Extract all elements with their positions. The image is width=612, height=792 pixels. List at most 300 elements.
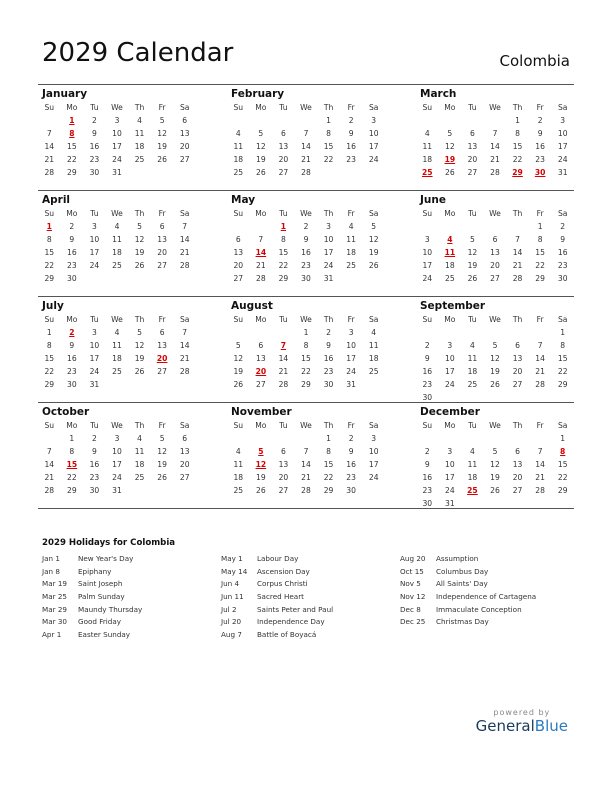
day-cell: 17 (112, 460, 122, 469)
day-cell: 14 (301, 142, 311, 151)
day-cell: 16 (323, 354, 334, 363)
empty-cell (461, 432, 484, 445)
day-cell: 12 (368, 235, 379, 244)
holiday-date: Nov 5 (400, 579, 421, 589)
day-cell: 11 (134, 447, 145, 456)
day-cell: 15 (535, 248, 545, 257)
day-cell: 2 (69, 222, 75, 231)
weekday-label: Su (233, 315, 244, 324)
weekday-label: We (111, 421, 123, 430)
day-cell: 24 (89, 367, 100, 376)
holiday-item (400, 566, 570, 579)
day-cell: 11 (467, 460, 478, 469)
day-cell: 23 (535, 155, 545, 164)
day-cell: 11 (112, 235, 122, 244)
day-cell: 18 (112, 354, 122, 363)
footer-logo (476, 708, 568, 735)
day-cell: 6 (159, 328, 165, 337)
day-grid (227, 419, 385, 497)
day-cell: 19 (490, 473, 500, 482)
day-cell: 28 (301, 486, 311, 495)
holiday-name: Battle of Boyacá (257, 630, 317, 640)
day-grid (38, 313, 196, 391)
day-cell: 26 (134, 367, 145, 376)
day-cell: 11 (422, 142, 433, 151)
day-cell: 9 (92, 129, 97, 138)
day-cell: 20 (179, 142, 190, 151)
weekday-label: We (489, 421, 501, 430)
day-cell: 5 (159, 116, 165, 125)
month-name: October (42, 406, 90, 418)
day-cell: 12 (467, 248, 478, 257)
day-cell: 10 (445, 460, 455, 469)
day-cell: 19 (134, 354, 145, 363)
day-grid (416, 207, 574, 285)
day-cell: 10 (323, 235, 334, 244)
holiday-day: 15 (66, 460, 78, 469)
day-cell: 2 (92, 434, 97, 443)
weekday-label: Tu (90, 315, 99, 324)
day-cell: 24 (368, 155, 379, 164)
month-october (38, 406, 196, 508)
day-cell: 6 (182, 116, 188, 125)
day-cell: 27 (179, 155, 190, 164)
day-cell: 19 (256, 155, 266, 164)
day-cell: 7 (303, 129, 309, 138)
day-cell: 29 (67, 168, 77, 177)
weekday-label: Tu (468, 315, 477, 324)
month-row (38, 296, 574, 402)
day-cell: 3 (371, 434, 377, 443)
day-cell: 3 (114, 116, 120, 125)
day-cell: 3 (114, 434, 120, 443)
month-name: July (42, 300, 64, 312)
weekday-label: Sa (368, 421, 379, 430)
day-cell: 26 (157, 473, 167, 482)
day-cell: 2 (537, 116, 543, 125)
brand-part-general: General (475, 717, 535, 735)
weekday-label: Su (422, 421, 433, 430)
day-cell: 30 (557, 274, 568, 283)
day-cell: 19 (256, 473, 266, 482)
day-cell: 9 (69, 341, 75, 350)
day-cell: 17 (422, 261, 433, 270)
day-cell: 20 (179, 460, 190, 469)
day-cell: 22 (44, 261, 55, 270)
holiday-column-1 (42, 553, 212, 642)
day-cell: 20 (512, 473, 523, 482)
weekday-label: Mo (66, 209, 78, 218)
holiday-name: Assumption (436, 554, 479, 563)
empty-cell (461, 114, 484, 127)
day-cell: 28 (535, 486, 545, 495)
day-cell: 25 (233, 486, 244, 495)
day-cell: 3 (447, 447, 453, 456)
day-cell: 18 (134, 460, 145, 469)
day-cell: 26 (134, 261, 145, 270)
holiday-day: 30 (534, 168, 546, 177)
day-cell: 24 (422, 274, 433, 283)
day-cell: 18 (467, 473, 478, 482)
empty-cell (439, 220, 462, 233)
day-cell: 14 (44, 460, 55, 469)
weekday-label: Sa (557, 103, 568, 112)
day-cell: 27 (467, 168, 478, 177)
day-cell: 4 (470, 341, 475, 350)
day-cell: 13 (278, 142, 289, 151)
day-cell: 9 (69, 235, 75, 244)
empty-cell (227, 432, 250, 445)
day-cell: 9 (92, 447, 97, 456)
weekday-label: Sa (557, 209, 568, 218)
day-cell: 27 (490, 274, 500, 283)
empty-cell (416, 432, 439, 445)
day-cell: 2 (348, 434, 354, 443)
day-cell: 28 (44, 486, 55, 495)
day-cell: 23 (89, 473, 100, 482)
day-cell: 18 (368, 354, 379, 363)
day-cell: 22 (301, 367, 311, 376)
brand-part-blue: Blue (534, 717, 568, 735)
day-cell: 6 (235, 235, 241, 244)
day-cell: 2 (92, 116, 97, 125)
weekday-label: Sa (368, 103, 379, 112)
empty-cell (416, 326, 439, 339)
holiday-day: 8 (69, 129, 75, 138)
weekday-label: Fr (158, 421, 166, 430)
weekday-label: Su (44, 209, 55, 218)
day-cell: 8 (46, 235, 52, 244)
weekday-label: Fr (158, 315, 166, 324)
day-cell: 16 (422, 473, 433, 482)
day-cell: 26 (445, 168, 455, 177)
day-cell: 21 (179, 248, 190, 257)
day-cell: 10 (112, 129, 122, 138)
month-name: May (231, 194, 256, 206)
day-cell: 27 (233, 274, 244, 283)
holiday-name: Ascension Day (257, 566, 310, 576)
day-cell: 12 (445, 142, 455, 151)
brand-name (476, 717, 568, 735)
holiday-item (400, 616, 570, 629)
day-cell: 29 (323, 486, 334, 495)
day-cell: 4 (137, 434, 142, 443)
day-cell: 14 (278, 354, 289, 363)
day-cell: 27 (278, 486, 289, 495)
day-cell: 12 (490, 460, 500, 469)
day-cell: 25 (445, 274, 455, 283)
day-cell: 8 (326, 447, 331, 456)
day-cell: 1 (326, 116, 331, 125)
day-cell: 7 (258, 235, 264, 244)
day-cell: 29 (535, 274, 545, 283)
day-cell: 31 (557, 168, 568, 177)
day-cell: 8 (326, 129, 331, 138)
day-cell: 29 (557, 486, 568, 495)
day-grid (416, 101, 574, 179)
day-cell: 5 (371, 222, 377, 231)
day-cell: 22 (67, 155, 77, 164)
holiday-name: Labour Day (257, 554, 299, 563)
day-cell: 13 (179, 129, 190, 138)
day-cell: 23 (422, 380, 433, 389)
day-cell: 2 (424, 341, 430, 350)
month-name: April (42, 194, 71, 206)
day-cell: 29 (67, 486, 77, 495)
day-cell: 8 (303, 341, 309, 350)
weekday-label: Su (422, 209, 433, 218)
day-cell: 5 (447, 129, 453, 138)
day-cell: 21 (44, 155, 55, 164)
day-grid (416, 313, 574, 404)
holiday-day: 1 (280, 222, 287, 231)
day-cell: 28 (301, 168, 311, 177)
day-cell: 10 (368, 447, 379, 456)
day-cell: 7 (46, 447, 52, 456)
holiday-date: Jan 1 (42, 554, 60, 563)
month-name: March (420, 88, 457, 100)
day-cell: 7 (303, 447, 309, 456)
day-cell: 5 (492, 341, 498, 350)
day-cell: 25 (467, 380, 478, 389)
weekday-label: Tu (279, 103, 288, 112)
empty-cell (227, 326, 250, 339)
holiday-date: Dec 25 (400, 617, 426, 627)
day-cell: 16 (535, 142, 545, 151)
day-cell: 15 (301, 354, 311, 363)
day-cell: 24 (112, 155, 122, 164)
weekday-label: Fr (347, 103, 355, 112)
month-name: August (231, 300, 273, 312)
holiday-item (221, 616, 391, 629)
day-cell: 26 (157, 155, 167, 164)
weekday-label: Mo (66, 103, 78, 112)
day-cell: 25 (346, 261, 356, 270)
day-cell: 28 (256, 274, 266, 283)
day-cell: 12 (157, 129, 167, 138)
day-cell: 19 (233, 367, 244, 376)
day-cell: 14 (179, 341, 190, 350)
weekday-label: Tu (468, 103, 477, 112)
day-cell: 7 (182, 328, 188, 337)
holiday-date: Mar 29 (42, 604, 67, 614)
month-may (227, 194, 385, 296)
weekday-label: Sa (179, 209, 190, 218)
month-june (416, 194, 574, 296)
holiday-name: Good Friday (78, 617, 121, 627)
day-cell: 22 (44, 367, 55, 376)
holiday-date: May 1 (221, 554, 243, 563)
weekday-label: Mo (255, 315, 267, 324)
day-grid (38, 207, 196, 285)
day-cell: 8 (560, 341, 566, 350)
day-cell: 5 (137, 328, 142, 337)
day-cell: 15 (44, 354, 55, 363)
day-cell: 25 (112, 367, 122, 376)
month-july (38, 300, 196, 402)
day-cell: 4 (371, 328, 377, 337)
day-cell: 7 (492, 129, 498, 138)
weekday-label: Tu (90, 209, 99, 218)
day-cell: 21 (278, 367, 289, 376)
day-cell: 30 (422, 393, 433, 402)
weekday-label: Th (512, 315, 523, 324)
day-cell: 2 (560, 222, 566, 231)
weekday-label: Th (323, 315, 334, 324)
day-cell: 12 (233, 354, 244, 363)
day-cell: 14 (301, 460, 311, 469)
day-cell: 6 (470, 129, 475, 138)
day-cell: 12 (134, 341, 145, 350)
day-cell: 27 (179, 473, 190, 482)
day-cell: 23 (67, 367, 77, 376)
day-cell: 14 (535, 354, 545, 363)
holiday-name: Saints Peter and Paul (257, 604, 334, 614)
day-cell: 21 (301, 155, 311, 164)
day-cell: 1 (537, 222, 543, 231)
day-cell: 4 (114, 328, 120, 337)
day-cell: 20 (157, 248, 167, 257)
month-august (227, 300, 385, 402)
day-cell: 19 (490, 367, 500, 376)
day-cell: 26 (490, 380, 500, 389)
month-november (227, 406, 385, 508)
day-cell: 20 (490, 261, 500, 270)
weekday-label: Sa (368, 209, 379, 218)
day-cell: 31 (112, 486, 122, 495)
day-cell: 26 (256, 168, 266, 177)
holiday-item (42, 604, 212, 617)
holiday-item (400, 591, 570, 604)
country-name: Colombia (499, 52, 570, 70)
day-cell: 10 (89, 341, 100, 350)
day-cell: 13 (512, 354, 523, 363)
weekday-label: Su (422, 103, 433, 112)
day-cell: 24 (557, 155, 568, 164)
day-cell: 16 (89, 460, 100, 469)
weekday-label: Mo (444, 103, 456, 112)
holiday-date: Nov 12 (400, 592, 426, 602)
day-cell: 16 (67, 248, 77, 257)
holiday-item (221, 553, 391, 566)
holiday-name: Corpus Christi (257, 579, 308, 589)
holiday-item (221, 629, 391, 642)
weekday-label: Th (134, 421, 145, 430)
day-cell: 4 (235, 129, 241, 138)
day-cell: 21 (179, 354, 190, 363)
weekday-label: Th (512, 209, 523, 218)
weekday-label: Tu (90, 103, 99, 112)
day-cell: 22 (67, 473, 77, 482)
holiday-date: Jan 8 (42, 566, 60, 576)
weekday-label: Mo (66, 315, 78, 324)
day-cell: 29 (278, 274, 289, 283)
weekday-label: Th (323, 209, 334, 218)
day-cell: 12 (490, 354, 500, 363)
day-cell: 1 (46, 328, 52, 337)
day-cell: 15 (512, 142, 523, 151)
day-cell: 2 (424, 447, 430, 456)
empty-cell (506, 326, 529, 339)
day-cell: 30 (422, 499, 433, 508)
day-cell: 11 (233, 142, 244, 151)
day-cell: 20 (512, 367, 523, 376)
day-cell: 5 (235, 341, 241, 350)
day-cell: 7 (182, 222, 188, 231)
day-cell: 5 (470, 235, 475, 244)
day-cell: 17 (368, 460, 379, 469)
weekday-label: Tu (468, 421, 477, 430)
day-cell: 30 (301, 274, 311, 283)
day-cell: 17 (89, 248, 100, 257)
day-cell: 14 (535, 460, 545, 469)
day-cell: 22 (557, 367, 568, 376)
day-cell: 17 (557, 142, 568, 151)
day-cell: 19 (157, 460, 167, 469)
day-cell: 26 (490, 486, 500, 495)
empty-cell (439, 326, 462, 339)
weekday-label: Fr (158, 103, 166, 112)
day-cell: 13 (157, 235, 167, 244)
holiday-name: Columbus Day (436, 566, 489, 576)
weekday-label: Tu (279, 315, 288, 324)
day-cell: 17 (89, 354, 100, 363)
holiday-item (221, 566, 391, 579)
empty-cell (38, 114, 61, 127)
empty-cell (439, 432, 462, 445)
empty-cell (529, 432, 552, 445)
day-cell: 27 (157, 367, 167, 376)
day-cell: 8 (46, 341, 52, 350)
day-cell: 16 (89, 142, 100, 151)
day-cell: 28 (44, 168, 55, 177)
day-cell: 14 (490, 142, 500, 151)
day-cell: 14 (44, 142, 55, 151)
day-cell: 9 (560, 235, 566, 244)
day-cell: 9 (424, 354, 430, 363)
day-grid (227, 313, 385, 391)
empty-cell (295, 114, 318, 127)
day-cell: 10 (557, 129, 568, 138)
day-cell: 21 (256, 261, 266, 270)
day-cell: 13 (490, 248, 500, 257)
weekday-label: Fr (536, 421, 544, 430)
day-cell: 10 (445, 354, 455, 363)
day-cell: 3 (447, 341, 453, 350)
holiday-name: All Saints' Day (436, 579, 488, 589)
weekday-label: We (489, 209, 501, 218)
day-cell: 24 (89, 261, 100, 270)
day-grid (227, 207, 385, 285)
day-cell: 18 (346, 248, 356, 257)
day-cell: 12 (134, 235, 145, 244)
powered-by-text: powered by (493, 708, 551, 717)
day-cell: 8 (281, 235, 286, 244)
weekday-label: Su (233, 209, 244, 218)
day-cell: 13 (512, 460, 523, 469)
day-cell: 27 (256, 380, 266, 389)
holiday-day: 20 (156, 354, 168, 363)
day-cell: 10 (422, 248, 433, 257)
holiday-name: Palm Sunday (78, 592, 125, 602)
day-cell: 12 (157, 447, 167, 456)
day-cell: 22 (323, 473, 334, 482)
day-cell: 30 (89, 168, 100, 177)
holiday-date: Jul 2 (221, 604, 237, 614)
day-grid (38, 101, 196, 179)
day-cell: 6 (182, 434, 188, 443)
day-cell: 28 (512, 274, 523, 283)
